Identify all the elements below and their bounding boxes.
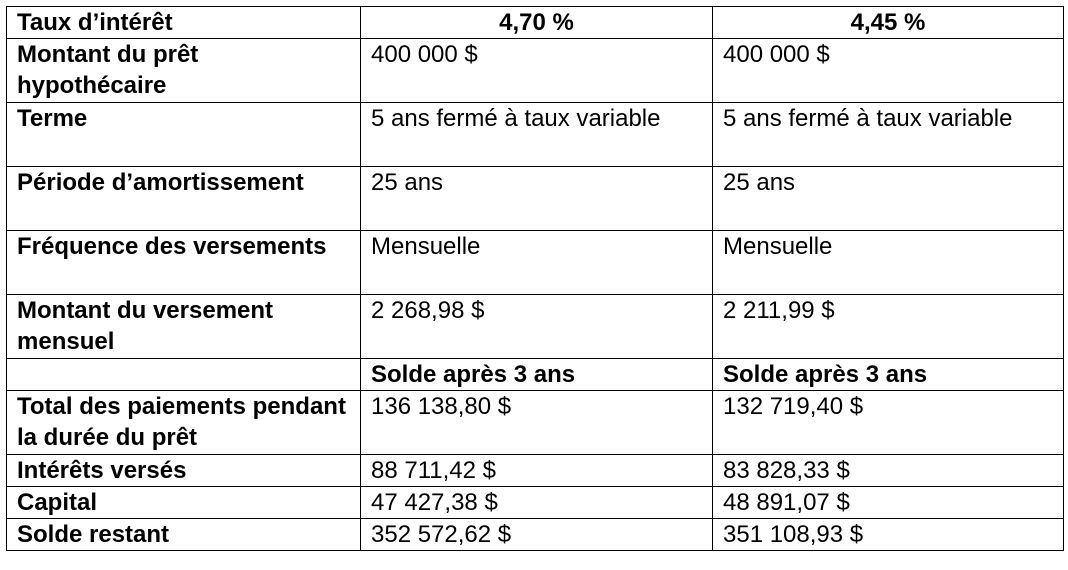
row-value-b: 83 828,33 $ <box>713 455 1064 487</box>
row-label: Fréquence des versements <box>7 231 361 295</box>
row-value-a: 5 ans fermé à taux variable <box>361 103 713 167</box>
row-label: Solde restant <box>7 519 361 551</box>
subheader-label <box>7 359 361 391</box>
row-label: Période d’amortissement <box>7 167 361 231</box>
subheader-b: Solde après 3 ans <box>713 359 1064 391</box>
row-value-a: 352 572,62 $ <box>361 519 713 551</box>
table-row <box>7 391 1064 455</box>
subheader-row <box>7 359 1064 391</box>
table-row <box>7 519 1064 551</box>
row-value-b: 351 108,93 $ <box>713 519 1064 551</box>
table-row <box>7 455 1064 487</box>
interest-rate-label: Taux d’intérêt <box>7 7 361 39</box>
table-row <box>7 487 1064 519</box>
row-value-b: 5 ans fermé à taux variable <box>713 103 1064 167</box>
row-value-b: Mensuelle <box>713 231 1064 295</box>
table-row <box>7 295 1064 359</box>
row-value-a: 136 138,80 $ <box>361 391 713 455</box>
row-label: Intérêts versés <box>7 455 361 487</box>
row-value-a: Mensuelle <box>361 231 713 295</box>
row-value-a: 400 000 $ <box>361 39 713 103</box>
row-label: Capital <box>7 487 361 519</box>
header-row <box>7 7 1064 39</box>
table-row <box>7 103 1064 167</box>
row-label: Montant du versement mensuel <box>7 295 361 359</box>
row-value-a: 2 268,98 $ <box>361 295 713 359</box>
mortgage-comparison-table <box>6 6 1064 551</box>
row-value-b: 48 891,07 $ <box>713 487 1064 519</box>
row-label: Montant du prêt hypothécaire <box>7 39 361 103</box>
table-row <box>7 167 1064 231</box>
row-label: Terme <box>7 103 361 167</box>
row-value-b: 400 000 $ <box>713 39 1064 103</box>
row-value-a: 25 ans <box>361 167 713 231</box>
table-row <box>7 39 1064 103</box>
row-value-b: 2 211,99 $ <box>713 295 1064 359</box>
row-value-a: 47 427,38 $ <box>361 487 713 519</box>
table-row <box>7 231 1064 295</box>
rate-a: 4,70 % <box>361 7 713 39</box>
row-value-a: 88 711,42 $ <box>361 455 713 487</box>
rate-b: 4,45 % <box>713 7 1064 39</box>
row-label: Total des paiements pendant la durée du prêt <box>7 391 361 455</box>
row-value-b: 25 ans <box>713 167 1064 231</box>
subheader-a: Solde après 3 ans <box>361 359 713 391</box>
row-value-b: 132 719,40 $ <box>713 391 1064 455</box>
